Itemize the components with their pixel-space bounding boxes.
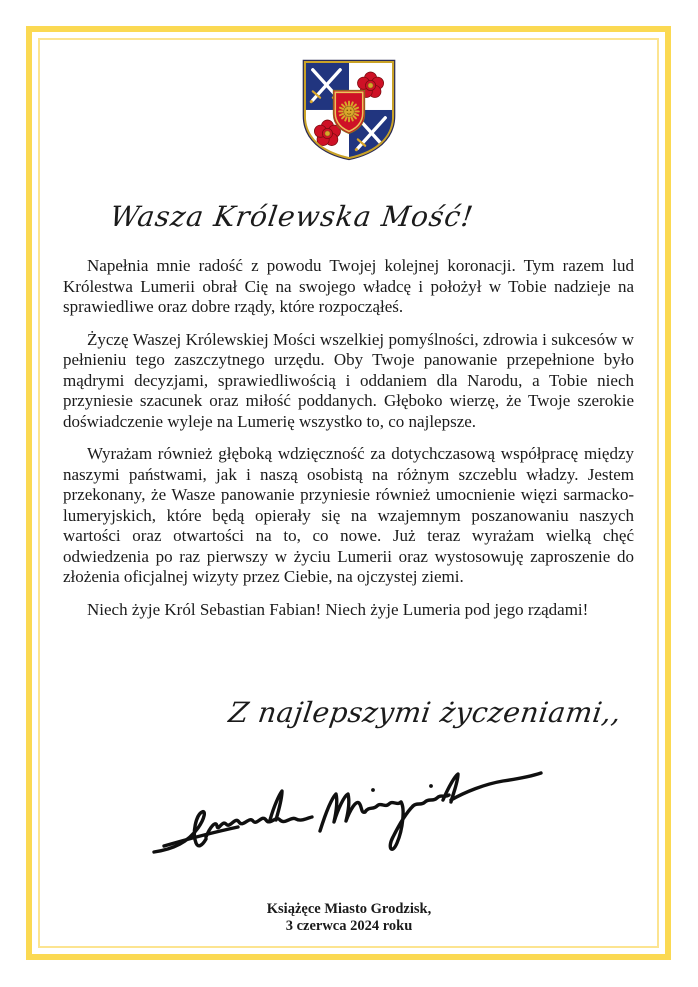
paragraph-4: Niech żyje Król Sebastian Fabian! Niech żyje Lumeria pod jego rządami!	[87, 599, 589, 619]
escutcheon-sun-icon	[333, 90, 364, 133]
letter-footer	[0, 901, 698, 935]
paragraph-2: Życzę Waszej Królewskiej Mości wszelkiej pomyślności, zdrowia i sukcesów w pełnieniu tego zaszczytnego urzędu. Oby Twoje panowanie przepełnione było mądrymi decyzjami, sprawiedliwością i oddaniem dla Narodu, a Tobie niech przyniesie szacunek oraz miłość poddanych. Głęboko wierzę, że Twoje szerokie doświadczenie wyleje na Lumerię wszystko to, co najlepsze.	[63, 329, 634, 431]
closing-handwritten: Z najlepszymi życzeniami,,	[226, 696, 624, 729]
coat-of-arms	[0, 57, 698, 166]
paragraph-3: Wyrażam również głęboką wdzięczność za dotychczasową współpracę między naszymi państwami, jak i naszą osobistą na różnym szczeblu władzy. Jestem przekonany, że Wasze panowanie przyniesie również umocnienie więzi sarmacko-lumeryjskich, które będą opierały się na wzajemnym poszanowaniu naszych wartości oraz otwartości na to, co nowe. Już teraz wyrażam wielką chęć odwiedzenia po raz pierwszy w życiu Lumerii oraz wystosowuję zaproszenie do złożenia oficjalnej wizyty przez Ciebie, na ojczystej ziemi.	[63, 444, 634, 586]
place-line: Książęce Miasto Grodzisk,	[266, 901, 432, 917]
signature-handwriting-icon	[150, 748, 545, 866]
signature	[150, 748, 545, 871]
date-line: 3 czerwca 2024 roku	[285, 918, 413, 934]
salutation-handwritten: Wasza Królewska Mość!	[108, 200, 476, 233]
coat-of-arms-shield-icon	[300, 57, 398, 161]
letter-body	[63, 256, 634, 632]
paragraph-1: Napełnia mnie radość z powodu Twojej kolejnej koronacji. Tym razem lud Królestwa Lumerii obrał Cię na swojego władcę i położył w Tobie nadzieje na sprawiedliwe oraz dobre rządy, które rozpocząłeś.	[63, 256, 634, 316]
